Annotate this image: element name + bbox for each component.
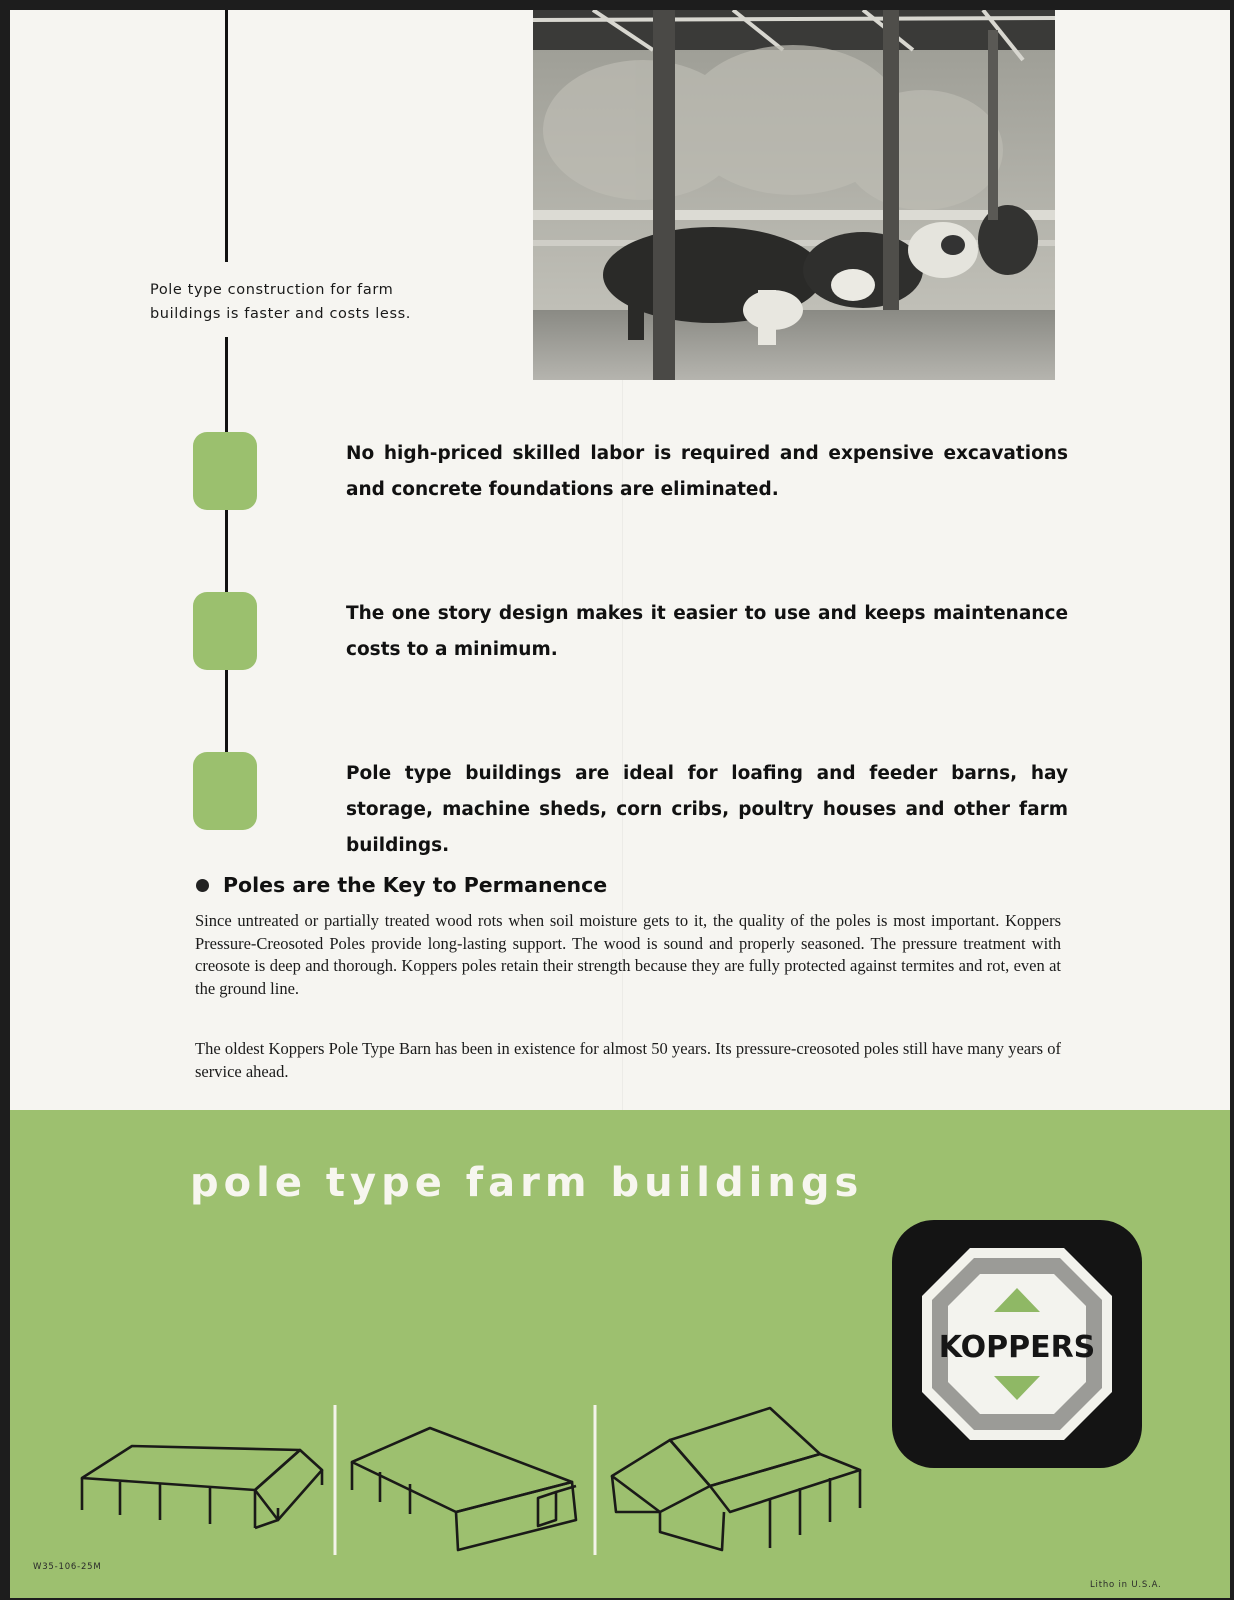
timeline-line (225, 337, 228, 817)
benefit-point: The one story design makes it easier to use and keeps maintenance costs to a minimum. (346, 603, 1068, 660)
band-title: pole type farm buildings (190, 1160, 864, 1206)
shed-building-icon (82, 1446, 322, 1528)
photo-caption: Pole type construction for farm buildings is faster and costs less. (150, 282, 411, 322)
barn-photo (533, 10, 1055, 380)
koppers-logo (892, 1220, 1142, 1468)
litho-note: Litho in U.S.A. (1090, 1580, 1162, 1590)
gable-barn-icon (352, 1428, 576, 1550)
brochure-page (10, 10, 1230, 1598)
green-footer-band (10, 1110, 1230, 1598)
benefit-point: No high-priced skilled labor is required and expensive excavations and concrete foundations are eliminated. (346, 443, 1068, 500)
print-code: W35-106-25M (33, 1562, 102, 1572)
green-marker (193, 592, 257, 670)
green-marker (193, 752, 257, 830)
section-heading (196, 873, 607, 897)
green-marker (193, 432, 257, 510)
body-paragraph: Since untreated or partially treated wood rots when soil moisture gets to it, the quality of the poles is most important. Koppers Pressure-Creosoted Poles provide long-lasting support. The wood is sound and properly seasoned. The pressure treatment with creosote is deep and thorough. Koppers poles retain their strength because they are fully protected against termites and rot, even at the ground line. (195, 911, 1061, 998)
section-title: Poles are the Key to Permanence (223, 873, 608, 897)
body-paragraph: The oldest Koppers Pole Type Barn has been in existence for almost 50 years. Its pressure-creosoted poles still have many years of service ahead. (195, 1039, 1061, 1081)
timeline-line-top (225, 10, 228, 262)
bullet-icon (196, 879, 209, 892)
multi-wing-barn-icon (612, 1408, 860, 1550)
koppers-wordmark: KOPPERS (938, 1330, 1096, 1365)
benefit-point: Pole type buildings are ideal for loafing and feeder barns, hay storage, machine sheds, corn cribs, poultry houses and other farm buildings. (346, 763, 1068, 856)
building-illustrations (10, 1250, 880, 1570)
